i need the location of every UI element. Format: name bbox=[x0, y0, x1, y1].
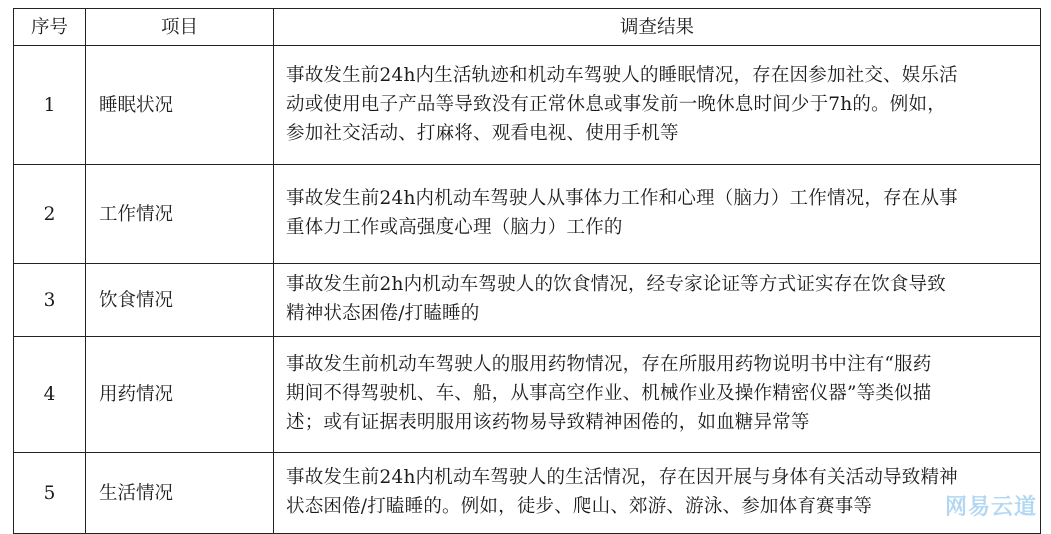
row-num: 1 bbox=[14, 46, 86, 165]
row-num: 4 bbox=[14, 337, 86, 453]
table-row bbox=[14, 46, 1041, 165]
result-line: 参加社交活动、打麻将、观看电视、使用手机等 bbox=[286, 122, 679, 144]
survey-table-container bbox=[13, 8, 1040, 534]
result-line: 事故发生前2h内机动车驾驶人的饮食情况，经专家论证等方式证实存在饮食导致 bbox=[286, 274, 946, 295]
watermark-logo: 网易云道 bbox=[944, 495, 1037, 520]
header-item: 项目 bbox=[86, 9, 274, 46]
header-result: 调查结果 bbox=[274, 9, 1041, 46]
row-num: 3 bbox=[14, 264, 86, 337]
row-item: 用药情况 bbox=[86, 337, 274, 453]
result-line: 精神状态困倦/打瞌睡的 bbox=[286, 303, 480, 324]
row-num: 5 bbox=[14, 453, 86, 534]
row-result bbox=[274, 453, 1041, 534]
row-result bbox=[274, 46, 1041, 165]
result-line: 述；或有证据表明服用该药物易导致精神困倦的，如血糖异常等 bbox=[286, 412, 810, 433]
header-num: 序号 bbox=[14, 9, 86, 46]
result-line: 期间不得驾驶机、车、船，从事高空作业、机械作业及操作精密仪器”等类似描 bbox=[286, 383, 932, 404]
table-row bbox=[14, 453, 1041, 534]
row-num: 2 bbox=[14, 165, 86, 264]
table-row bbox=[14, 337, 1041, 453]
row-item: 工作情况 bbox=[86, 165, 274, 264]
row-result bbox=[274, 165, 1041, 264]
result-line: 事故发生前24h内生活轨迹和机动车驾驶人的睡眠情况，存在因参加社交、娱乐活 bbox=[286, 64, 958, 86]
table-row bbox=[14, 165, 1041, 264]
result-line: 动或使用电子产品等导致没有正常休息或事发前一晚休息时间少于7h的。例如， bbox=[286, 93, 946, 115]
result-line: 事故发生前机动车驾驶人的服用药物情况，存在所服用药物说明书中注有“服药 bbox=[286, 354, 932, 375]
row-item: 饮食情况 bbox=[86, 264, 274, 337]
result-line: 事故发生前24h内机动车驾驶人从事体力工作和心理（脑力）工作情况，存在从事 bbox=[286, 188, 958, 209]
row-result bbox=[274, 337, 1041, 453]
survey-table bbox=[13, 8, 1041, 534]
result-line: 状态困倦/打瞌睡的。例如，徒步、爬山、郊游、游泳、参加体育赛事等 bbox=[286, 496, 873, 517]
result-line: 重体力工作或高强度心理（脑力）工作的 bbox=[286, 217, 623, 238]
row-item: 生活情况 bbox=[86, 453, 274, 534]
table-row bbox=[14, 264, 1041, 337]
row-item: 睡眠状况 bbox=[86, 46, 274, 165]
row-result bbox=[274, 264, 1041, 337]
result-line: 事故发生前24h内机动车驾驶人的生活情况，存在因开展与身体有关活动导致精神 bbox=[286, 467, 958, 488]
header-row bbox=[14, 9, 1041, 46]
